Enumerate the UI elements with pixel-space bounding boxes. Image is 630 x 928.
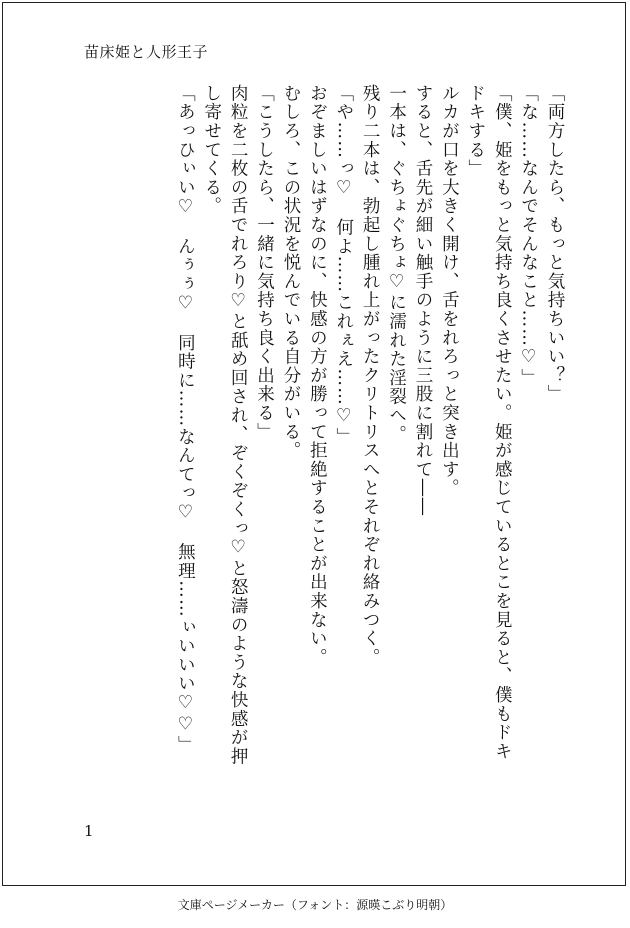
text-line: 肉粒を二枚の舌でれろり♡と舐め回され、ぞくぞくっ♡と怒濤のような快感が押: [228, 84, 249, 766]
page-number: 1: [84, 822, 94, 840]
footer-caption: 文庫ページメーカー（フォント：源暎こぶり明朝）: [177, 898, 453, 912]
text-line: おぞましいはずなのに、快感の方が勝って拒絶することが出来ない。: [307, 84, 328, 667]
text-line: ルカが口を大きく開け、舌をれろっと突き出す。: [439, 84, 460, 498]
book-title: 苗床姫と人形王子: [84, 43, 209, 61]
text-line: すると、舌先が細い触手のように三股に割れて――: [412, 84, 433, 517]
text-line: 「あっひぃい♡ んぅぅ♡ 同時に……なんてっ♡ 無理……ぃいいい♡♡」: [175, 84, 196, 755]
body-text: [172, 84, 568, 784]
text-line: 「な……なんでそんなこと……♡」: [518, 84, 539, 388]
text-line: 「僕、姫をもっと気持ち良くさせたい。姫が感じているとこを見ると、僕もドキ: [492, 84, 513, 761]
text-line: し寄せてくる。: [201, 84, 222, 216]
text-line: 一本は、ぐちょぐちょ♡に濡れた淫裂へ。: [386, 84, 407, 444]
text-line: 「こうしたら、一緒に気持ち良く出来る」: [254, 84, 275, 442]
text-line: むしろ、この状況を悦んでいる自分がいる。: [280, 84, 301, 460]
text-line: 「両方したら、もっと気持ちいい？」: [545, 84, 565, 404]
text-line: 「や……っ♡ 何よ……これぇえ……♡」: [333, 84, 354, 447]
text-line: ドキする」: [465, 84, 486, 178]
text-line: 残り二本は、勃起し腫れ上がったクリトリスへとそれぞれ絡みつく。: [360, 84, 381, 667]
